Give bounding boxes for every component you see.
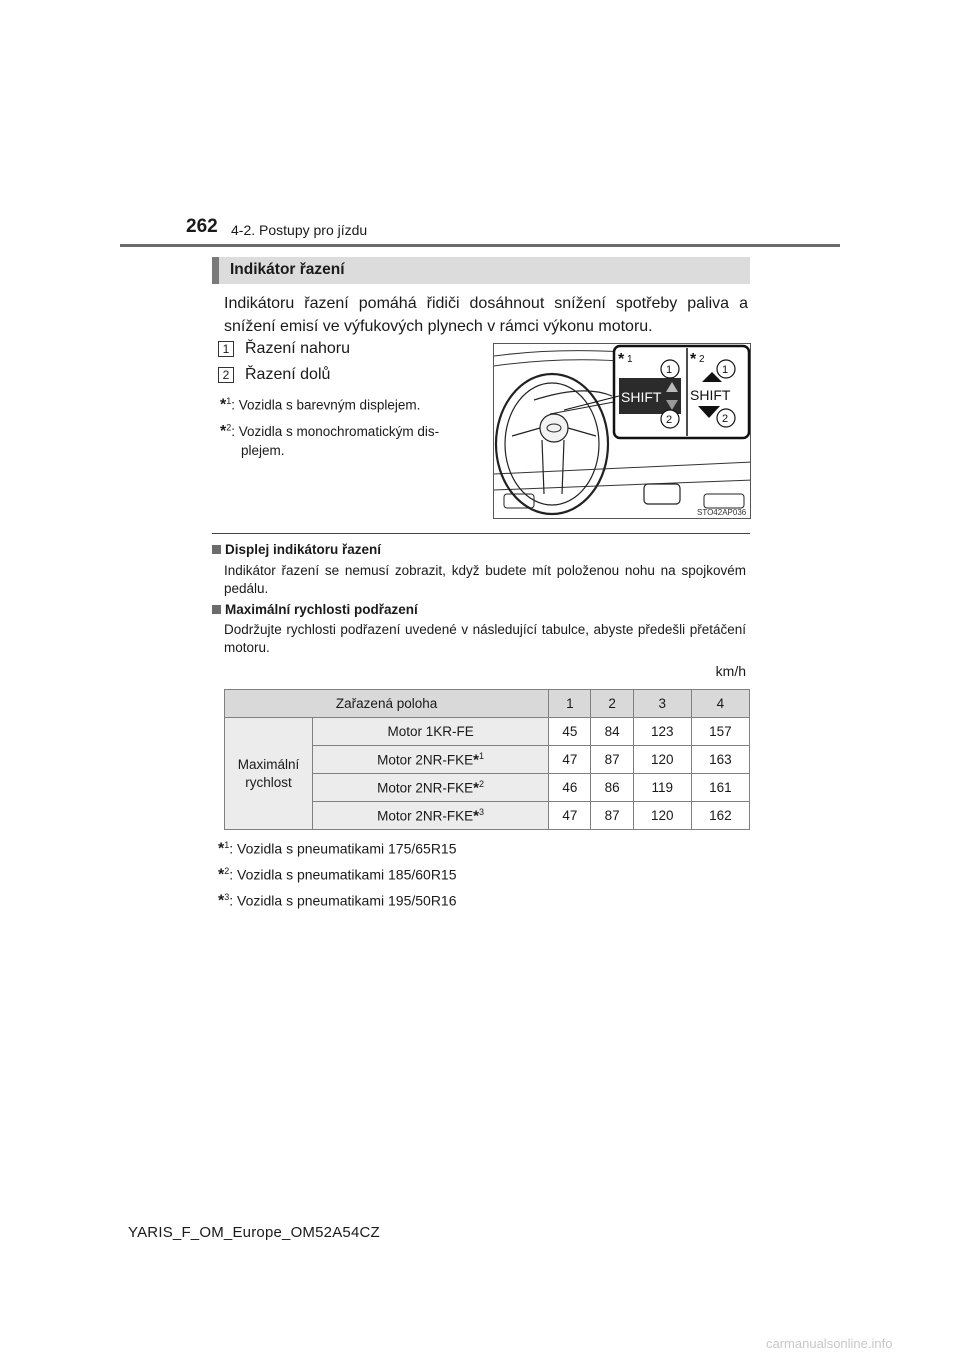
subheading-text: Displej indikátoru řazení	[225, 542, 382, 557]
table-cell: 120	[633, 802, 691, 830]
note-1	[220, 392, 476, 415]
table-cell: 119	[633, 774, 691, 802]
engine-sup: 3	[479, 806, 485, 817]
asterisk: *	[218, 866, 225, 884]
square-bullet-icon	[212, 605, 221, 614]
numbered-item-1	[218, 340, 350, 358]
footnote-text: : Vozidla s pneumatikami 185/60R15	[229, 866, 457, 883]
page-number: 262	[186, 216, 218, 237]
note-first-line	[220, 424, 439, 439]
note-sup: 2	[226, 422, 232, 432]
engine-label: Motor 2NR-FKE	[377, 752, 474, 768]
watermark: carmanualsonline.info	[766, 1336, 893, 1351]
engine-label-cell	[313, 746, 549, 774]
section-title-bar	[212, 257, 750, 284]
downshift-speed-table	[224, 689, 750, 830]
asterisk: *	[220, 422, 227, 440]
engine-label: Motor 1KR-FE	[387, 724, 474, 739]
asterisk: *	[218, 840, 225, 858]
callout-label-1: 1	[627, 354, 633, 365]
asterisk: *	[473, 751, 480, 769]
subheading-text: Maximální rychlosti podřazení	[225, 602, 418, 617]
footnote-1	[218, 840, 457, 859]
table-cell: 47	[549, 746, 591, 774]
table-header-row	[225, 690, 750, 718]
note-sup: 1	[226, 396, 232, 406]
table-cell: 120	[633, 746, 691, 774]
footnote-3	[218, 892, 457, 911]
note-2	[220, 418, 476, 460]
shift-text-mono: SHIFT	[690, 387, 731, 403]
engine-label: Motor 2NR-FKE	[377, 808, 474, 824]
header-rule	[120, 244, 840, 247]
footnote-text: : Vozidla s pneumatikami 195/50R16	[229, 892, 457, 909]
table-cell: 157	[691, 718, 749, 746]
table-cell: 84	[591, 718, 633, 746]
table-cell: 161	[691, 774, 749, 802]
shift-text-color: SHIFT	[621, 389, 662, 405]
subheading-max-speeds	[212, 602, 418, 617]
footnote-sup: 2	[224, 866, 230, 876]
subsection-body-max-speeds: Dodržujte rychlosti podřazení uvedené v následující tabulce, abyste předešli přetáčení motoru.	[224, 622, 746, 655]
table-cell: 47	[549, 802, 591, 830]
numbered-item-label: Řazení nahoru	[245, 340, 350, 357]
engine-sup: 2	[479, 778, 485, 789]
section-label: 4-2. Postupy pro jízdu	[231, 222, 368, 238]
table-unit: km/h	[715, 663, 746, 679]
header-cell: 2	[591, 690, 633, 718]
engine-label-cell	[313, 718, 549, 746]
numbered-item-2	[218, 366, 330, 384]
section-divider	[212, 533, 750, 534]
intro-paragraph: Indikátoru řazení pomáhá řidiči dosáhnout snížení spotřeby paliva a snížení emisí ve výfukových plynech v rámci výkonu motoru.	[224, 295, 748, 335]
header-cell: Zařazená poloha	[225, 690, 549, 718]
table-cell: 45	[549, 718, 591, 746]
table-cell: 123	[633, 718, 691, 746]
header-cell: 3	[633, 690, 691, 718]
asterisk: *	[218, 892, 225, 910]
asterisk: *	[473, 807, 480, 825]
callout-star-1: *	[618, 351, 625, 368]
footer-doc-code: YARIS_F_OM_Europe_OM52A54CZ	[128, 1224, 380, 1241]
table-cell: 162	[691, 802, 749, 830]
engine-sup: 1	[479, 750, 485, 761]
square-bullet-icon	[212, 545, 221, 554]
table-cell: 46	[549, 774, 591, 802]
group-label-line: rychlost	[245, 774, 292, 790]
note-text-continued: plejem.	[241, 442, 285, 458]
callout-label-2: 2	[699, 354, 705, 365]
footnote-sup: 1	[224, 840, 230, 850]
table-cell: 163	[691, 746, 749, 774]
callout-number-upshift-mono: 1	[722, 364, 729, 376]
header-cell: 1	[549, 690, 591, 718]
section-title: Indikátor řazení	[230, 261, 345, 278]
number-badge: 2	[218, 367, 234, 383]
title-accent	[212, 257, 219, 284]
group-label-line: Maximální	[237, 756, 300, 772]
shift-indicator-figure	[493, 343, 751, 519]
number-badge: 1	[218, 341, 234, 357]
note-text: : Vozidla s monochromatickým dis-	[231, 423, 440, 439]
footnote-sup: 3	[224, 892, 230, 902]
engine-label-cell	[313, 774, 549, 802]
asterisk: *	[220, 396, 227, 414]
table-cell: 87	[591, 746, 633, 774]
asterisk: *	[473, 779, 480, 797]
figure-code: STO42AP036	[697, 508, 747, 517]
note-text: : Vozidla s barevným displejem.	[231, 397, 421, 413]
numbered-item-label: Řazení dolů	[245, 366, 331, 383]
callout-number-upshift: 1	[666, 364, 673, 376]
callout-number-downshift: 2	[666, 414, 673, 426]
callout-star-2: *	[690, 351, 697, 368]
group-label-cell	[225, 718, 313, 830]
table-cell: 87	[591, 802, 633, 830]
table-cell: 86	[591, 774, 633, 802]
header-cell: 4	[691, 690, 749, 718]
subheading-display	[212, 542, 381, 557]
subsection-body-display: Indikátor řazení se nemusí zobrazit, když budete mít položenou nohu na spojkovém pedálu.	[224, 563, 746, 596]
callout-number-downshift-mono: 2	[722, 413, 729, 425]
engine-label: Motor 2NR-FKE	[377, 780, 474, 796]
table-row	[225, 718, 750, 746]
dashboard-illustration	[494, 344, 751, 519]
footnote-text: : Vozidla s pneumatikami 175/65R15	[229, 840, 457, 857]
engine-label-cell	[313, 802, 549, 830]
footnote-2	[218, 866, 457, 885]
